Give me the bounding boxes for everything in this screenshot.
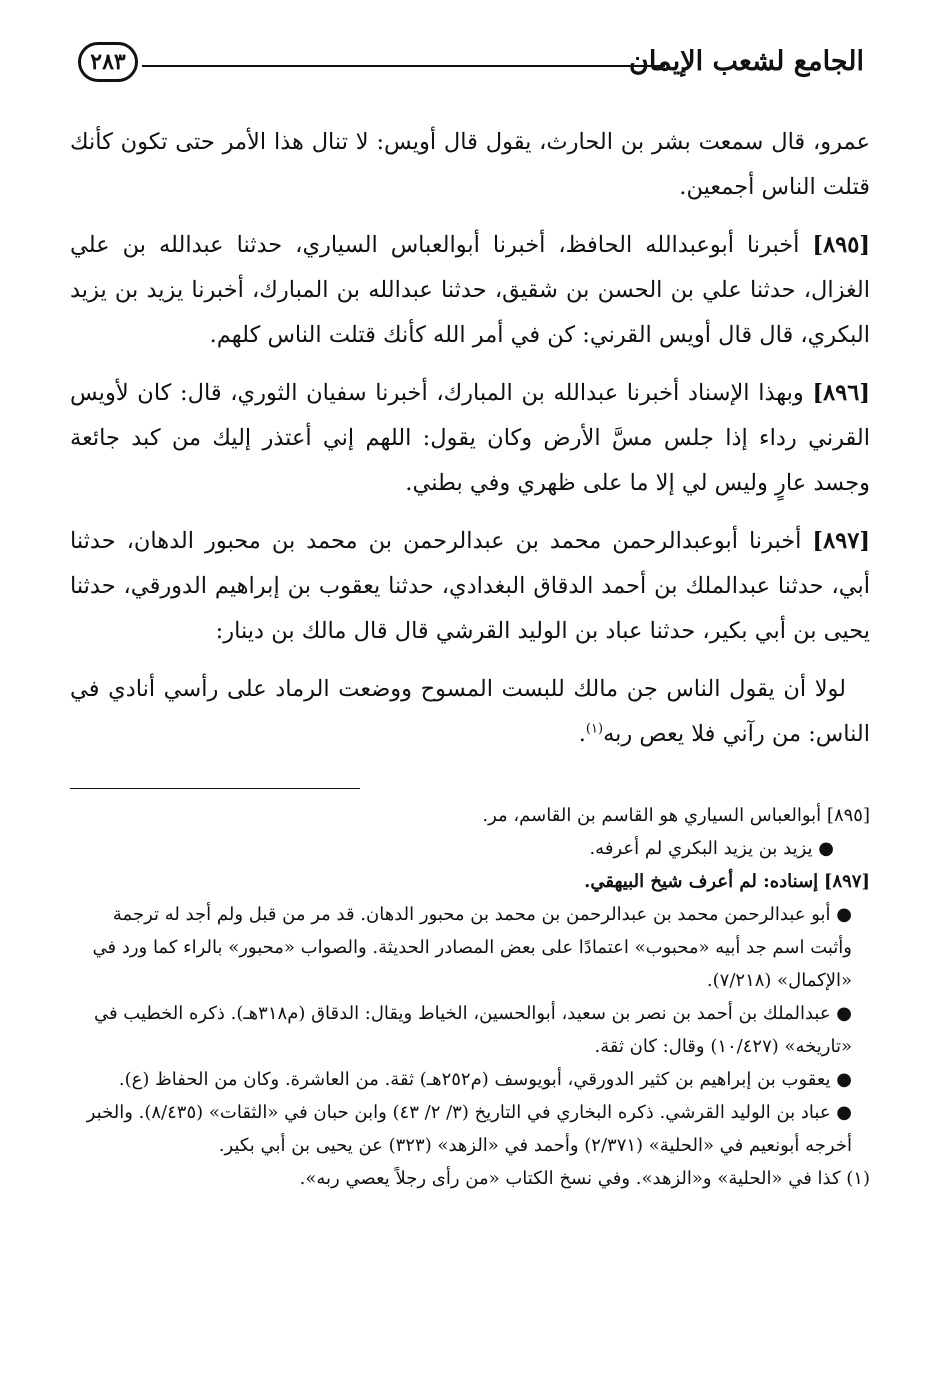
footnote-895 [70,799,870,832]
hadith-895 [70,223,870,358]
footnote-897-bullet-3: ● يعقوب بن إبراهيم بن كثير الدورقي، أبويوسف (م٢٥٢هـ) ثقة. من العاشرة. وكان من الحفاظ (ع). [118,1069,852,1090]
running-title: الجامع لشعب الإيمان [629,46,864,77]
footnote-1: (١) كذا في «الحلية» و«الزهد». وفي نسخ الكتاب «من رأى رجلاً يعصي ربه». [299,1168,870,1189]
footnote-reference: (١) [585,721,604,737]
header-rule [142,65,665,67]
footnote-895-bullet: ● يزيد بن يزيد البكري لم أعرفه. [589,838,834,859]
document-page [70,30,870,1350]
footnote-text: إسناده: لم أعرف شيخ البيهقي. [584,871,819,892]
page-header [70,30,870,100]
hadith-number: [٨٩٦] [812,380,871,406]
footnote-897-bullet-2: ● عبدالملك بن أحمد بن نصر بن سعيد، أبوالحسين، الخياط ويقال: الدقاق (م٣١٨هـ). ذكره الخطيب في «تاريخه» (١٠/٤٢٧) وقال: كان ثقة. [93,1003,852,1057]
footnote-number: [٨٩٧] [823,871,870,892]
hadith-text: وبهذا الإسناد أخبرنا عبدالله بن المبارك، أخبرنا سفيان الثوري، قال: كان لأويس القرني رداء إذا جلس مسَّ الأرض وكان يقول: اللهم إني أعتذر إليك من كبد جائعة وجسد عارٍ وليس لي إلا ما على ظهري وفي بطني. [70,380,870,496]
footnote-divider [70,788,360,789]
hadith-896 [70,371,870,506]
footnote-897-bullet-4: ● عباد بن الوليد القرشي. ذكره البخاري في التاريخ (٣/ ٢/ ٤٣) وابن حبان في «الثقات» (٨/٤٣٥). والخبر أخرجه أبونعيم في «الحلية» (٢/٣٧١) وأحمد في «الزهد» (٣٢٣) عن يحيى بن أبي بكير. [86,1102,852,1156]
quote-end: . [578,721,586,747]
page-number: ٢٨٣ [78,42,138,82]
paragraph-continuation [70,120,870,210]
footnotes [70,799,870,1195]
footnote-number: [٨٩٥] [826,805,870,826]
quote-text: لولا أن يقول الناس جن مالك للبست المسوح ووضعت الرماد على رأسي أنادي في الناس: من رآني فلا يعص ربه [70,676,870,747]
main-text [70,120,870,757]
footnote-text: أبوالعباس السياري هو القاسم بن القاسم، مر. [482,805,822,826]
quote-paragraph [70,667,870,757]
hadith-text: أخبرنا أبوعبدالله الحافظ، أخبرنا أبوالعباس السياري، حدثنا عبدالله بن علي الغزال، حدثنا علي بن الحسن بن شقيق، حدثنا عبدالله بن المبارك، أخبرنا يزيد بن يزيد البكري، قال قال أويس القرني: كن في أمر الله كأنك قتلت الناس كلهم. [70,232,870,348]
hadith-897 [70,519,870,654]
hadith-number: [٨٩٥] [812,232,870,258]
hadith-text: أخبرنا أبوعبدالرحمن محمد بن عبدالرحمن بن محمد بن محبور الدهان، حدثنا أبي، حدثنا عبدالملك بن أحمد الدقاق البغدادي، حدثنا يعقوب بن إبراهيم الدورقي، حدثنا يحيى بن أبي بكير، حدثنا عباد بن الوليد القرشي قال قال مالك بن دينار: [70,528,870,644]
footnote-897 [70,865,870,898]
paragraph-text: عمرو، قال سمعت بشر بن الحارث، يقول قال أويس: لا تنال هذا الأمر حتى تكون كأنك قتلت الناس أجمعين. [70,129,870,200]
footnote-897-bullet-1: ● أبو عبدالرحمن محمد بن عبدالرحمن بن محمد بن محبور الدهان. قد مر من قبل ولم أجد له ترجمة وأثبت اسم جد أبيه «محبوب» اعتمادًا على بعض المصادر الحديثة. والصواب «محبور» بالراء كما ورد في «الإكمال» (٧/٢١٨). [92,904,852,991]
footnote-divider-wrap [70,770,870,799]
hadith-number: [٨٩٧] [812,528,870,554]
